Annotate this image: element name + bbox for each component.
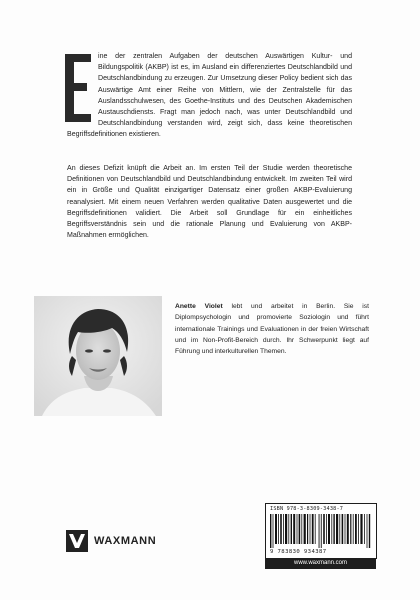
description-paragraph-2: An dieses Defizit knüpft die Arbeit an. Im ersten Teil der Studie werden theoretische Definitionen von Deutschlandbild und Deutschlandbindung entwickelt. Im zweiten Teil wird ein in Größe und Qualität einzigartiger Datensatz einer großen AKBP-Evaluierung reanalysiert. Mit einem neuen Verfahren werden qualitative Daten ausgewertet und die Begriffsdefinitionen validiert. Die Arbeit soll Grundlage für ein einheitliches Begriffsverständnis sein und die rationale Planung und Evaluierung von AKBP-Maßnahmen ermöglichen. xyxy=(67,165,352,240)
barcode-icon xyxy=(270,514,372,548)
description-paragraph-1: ine der zentralen Aufgaben der deutschen Auswärtigen Kultur- und Bildungspolitik (AKBP) ist es, im Ausland ein differenziertes Deutschlandbild und Deutschlandbindung zu erzeugen. Zur Umsetzung dieser Policy bedient sich das Auswärtige Amt einer Reihe von Mittlern, wie der Zentralstelle für das Auslandsschulwesen, des Goethe-Instituts und des Deutschen Akademischen Austauschdiensts. Fragt man jedoch nach, was unter Deutschlandbild und Deutschlandbindung verstanden wird, zeigt sich, dass keine theoretischen Begriffsdefinitionen existieren. xyxy=(67,53,352,139)
publisher-mark-icon xyxy=(66,530,88,552)
dropcap-letter xyxy=(65,54,91,122)
publisher-url: www.waxmann.com xyxy=(265,558,376,569)
publisher-logo xyxy=(66,530,156,552)
author-bio xyxy=(175,301,369,357)
description-block xyxy=(67,51,352,241)
barcode-digits: 9 783830 934387 xyxy=(270,549,327,555)
author-bio-text: lebt und arbeitet in Berlin. Sie ist Diplompsychologin und promovierte Soziologin und führt internationale Trainings und Evaluationen in der freien Wirtschaft und im Non-Profit-Bereich durch. Ihr Schwerpunkt liegt auf Führung und interkulturellen Themen. xyxy=(175,303,369,356)
isbn-barcode-box xyxy=(265,503,377,559)
isbn-label: ISBN 978-3-8309-3438-7 xyxy=(270,506,344,512)
author-photo xyxy=(34,296,162,416)
publisher-name: WAXMANN xyxy=(94,535,157,547)
author-name: Anette Violet xyxy=(175,303,223,310)
